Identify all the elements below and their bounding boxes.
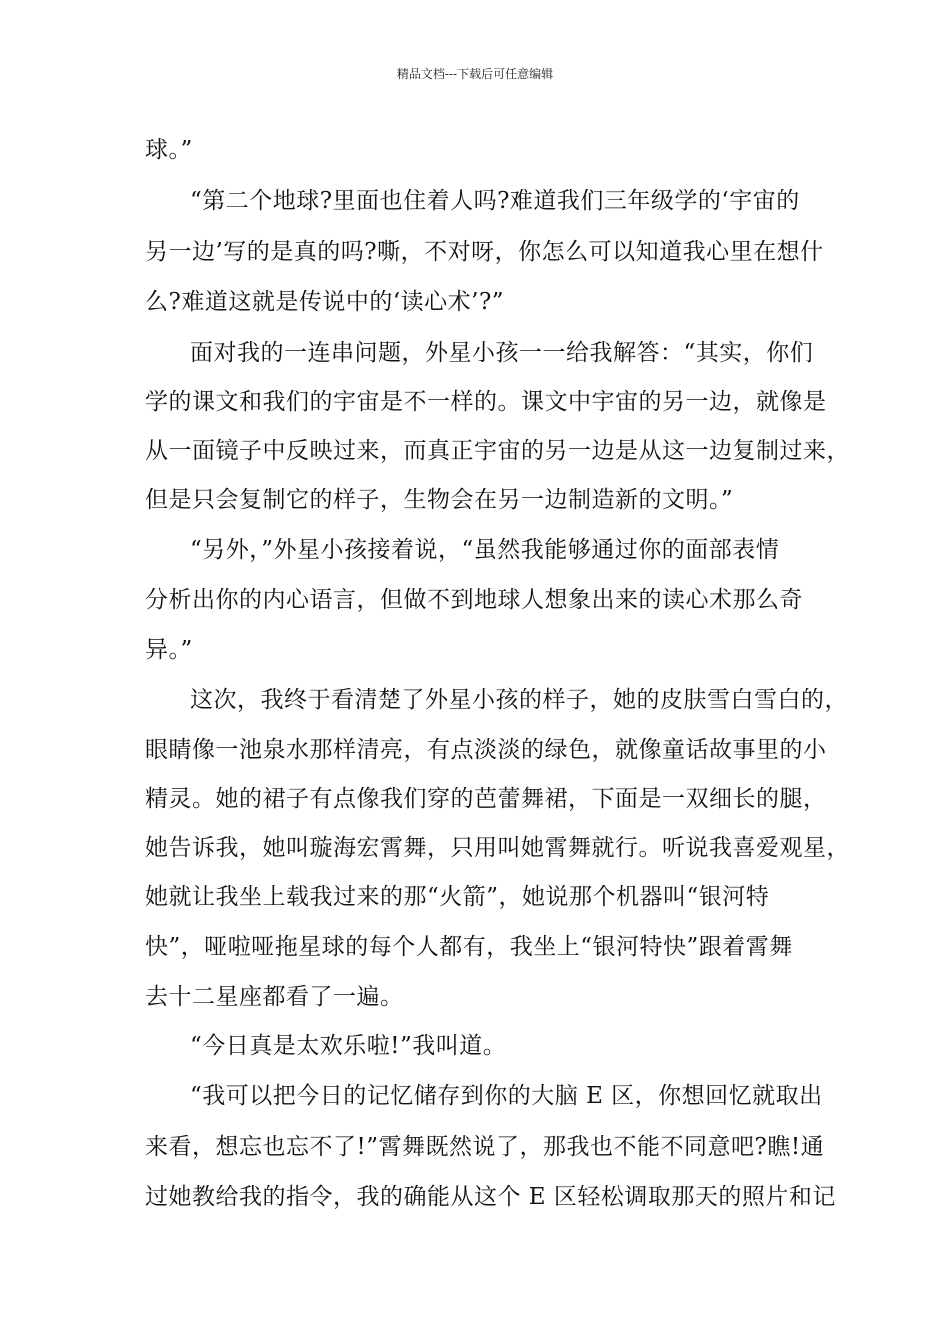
text-line: 异。” (145, 637, 193, 663)
text-line: 学的课文和我们的宇宙是不一样的。课文中宇宙的另一边，就像是 (145, 389, 827, 415)
text-line: “第二个地球?里面也住着人吗?难道我们三年级学的‘宇宙的 (190, 188, 800, 214)
text-line: 快”，哑啦哑拖星球的每个人都有，我坐上“银河特快”跟着霄舞 (145, 934, 793, 960)
text-line: 么?难道这就是传说中的‘读心术’?” (145, 289, 505, 315)
text-line: 眼睛像一池泉水那样清亮，有点淡淡的绿色，就像童话故事里的小 (145, 737, 827, 763)
text-line: 精灵。她的裙子有点像我们穿的芭蕾舞裙，下面是一双细长的腿， (145, 786, 827, 812)
text-line: “我可以把今日的记忆储存到你的大脑 E 区，你想回忆就取出 (190, 1083, 823, 1109)
text-line: 这次，我终于看清楚了外星小孩的样子，她的皮肤雪白雪白的， (190, 687, 848, 713)
text-line: 从一面镜子中反映过来，而真正宇宙的另一边是从这一边复制过来， (145, 438, 850, 464)
text-line: “另外，”外星小孩接着说，“虽然我能够通过你的面部表情 (190, 537, 780, 563)
text-line: 另一边’写的是真的吗?嘶，不对呀，你怎么可以知道我心里在想什 (145, 239, 824, 265)
text-line: 她就让我坐上载我过来的那“火箭”，她说那个机器叫“银河特 (145, 884, 770, 910)
text-line: “今日真是太欢乐啦!”我叫道。 (190, 1033, 507, 1059)
text-line: 球。” (145, 137, 193, 163)
text-line: 过她教给我的指令，我的确能从这个 E 区轻松调取那天的照片和记 (145, 1184, 836, 1210)
text-line: 去十二星座都看了一遍。 (145, 984, 404, 1010)
text-line: 分析出你的内心语言，但做不到地球人想象出来的读心术那么奇 (145, 587, 803, 613)
text-line: 她告诉我，她叫璇海宏霄舞，只用叫她霄舞就行。听说我喜爱观星， (145, 835, 850, 861)
text-line: 但是只会复制它的样子，生物会在另一边制造新的文明。” (145, 487, 734, 513)
text-line: 来看，想忘也忘不了!”霄舞既然说了，那我也不能不同意吧?瞧!通 (145, 1134, 825, 1160)
text-line: 面对我的一连串问题，外星小孩一一给我解答：“其实，你们 (190, 340, 814, 366)
page-header: 精品文档---下载后可任意编辑 (396, 67, 554, 81)
